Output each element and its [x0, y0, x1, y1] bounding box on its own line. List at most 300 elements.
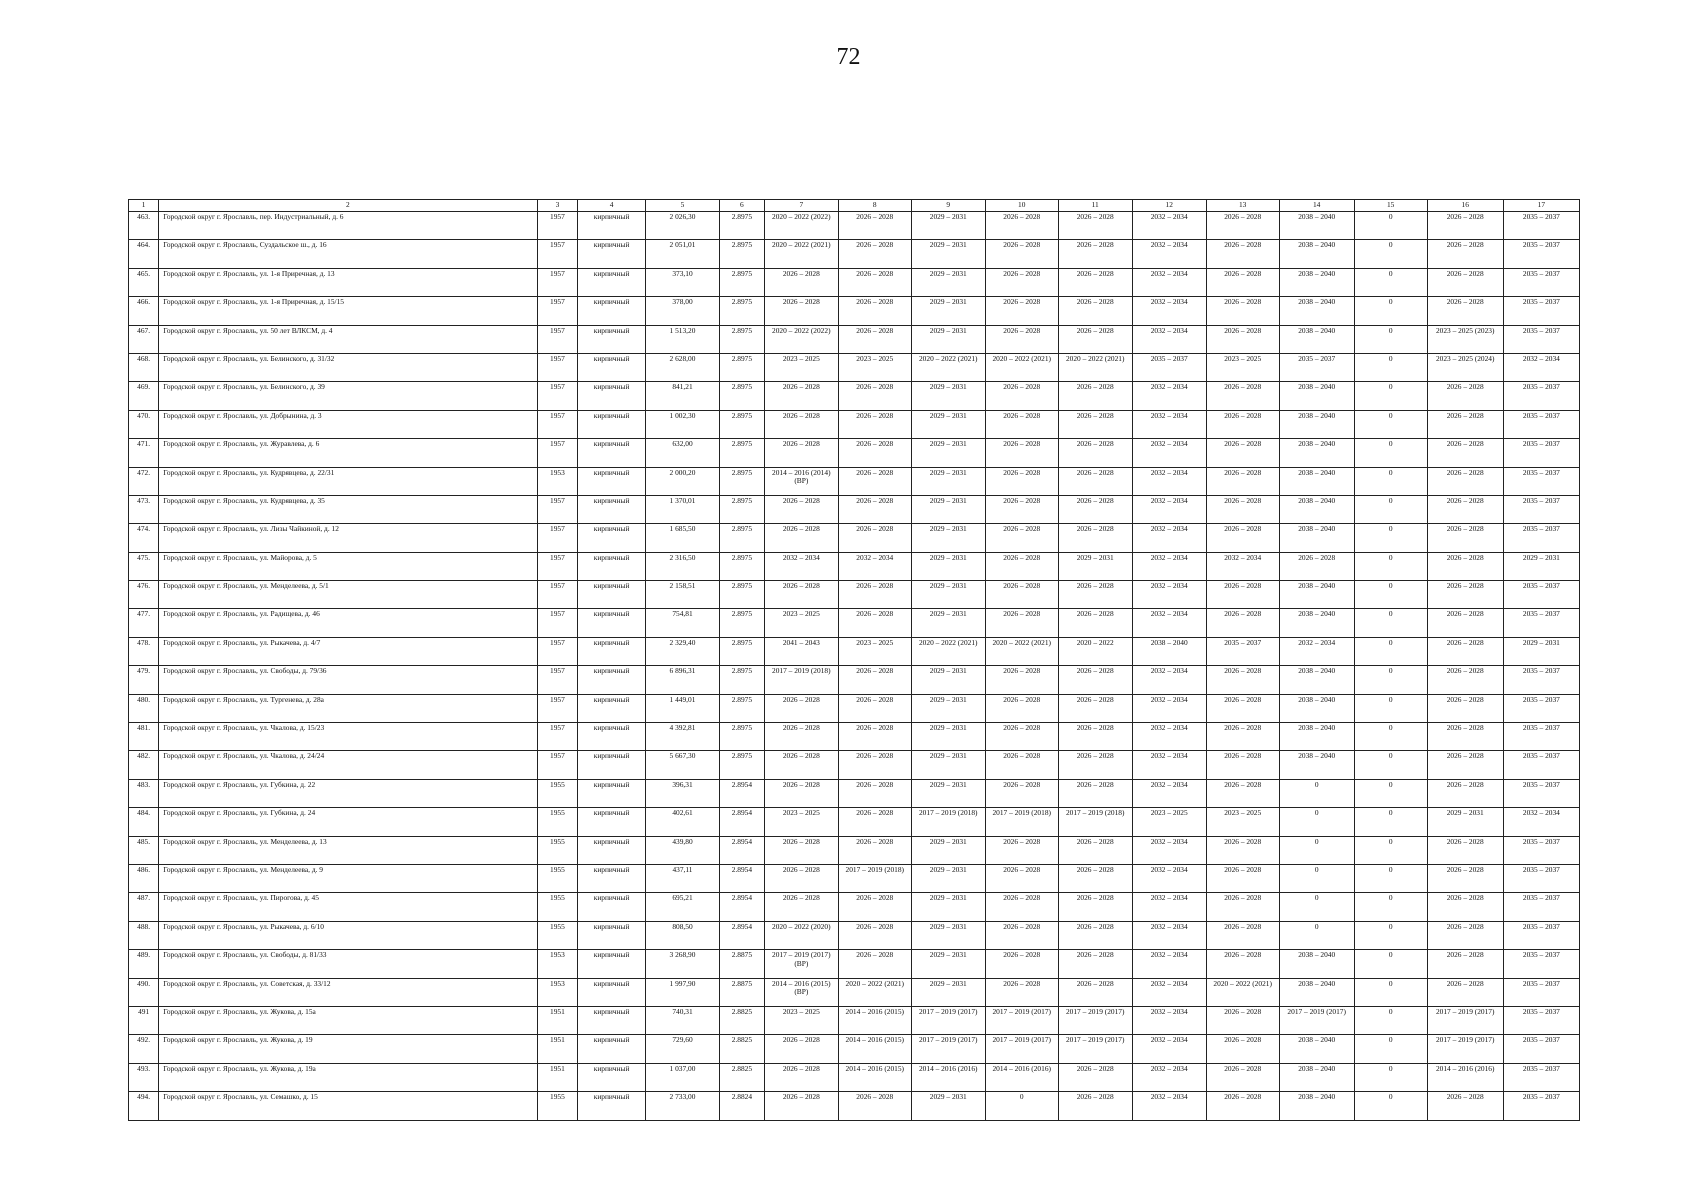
table-cell: 2032 – 2034 — [1132, 212, 1206, 240]
table-cell: 2035 – 2037 — [1503, 1035, 1579, 1063]
table-cell: 2026 – 2028 — [1427, 240, 1503, 268]
table-cell: 2035 – 2037 — [1503, 581, 1579, 609]
table-cell: 2032 – 2034 — [1132, 240, 1206, 268]
row-number-cell: 473. — [129, 495, 159, 523]
table-cell: 2023 – 2025 — [838, 353, 911, 381]
row-number-cell: 476. — [129, 581, 159, 609]
table-cell: 1955 — [537, 921, 578, 949]
table-row — [129, 581, 1580, 609]
table-cell: 2032 – 2034 — [1132, 723, 1206, 751]
table-cell: 2017 – 2019 (2017) — [1427, 1035, 1503, 1063]
table-cell: 1957 — [537, 297, 578, 325]
column-header: 1 — [129, 200, 159, 212]
table-cell: 2026 – 2028 — [985, 666, 1058, 694]
address-cell: Городской округ г. Ярославль, ул. Семашко, д. 15 — [159, 1092, 537, 1120]
table-cell: 2026 – 2028 — [838, 410, 911, 438]
table-cell: 2026 – 2028 — [1058, 723, 1132, 751]
table-cell: 2032 – 2034 — [1132, 1035, 1206, 1063]
table-cell: 729,60 — [645, 1035, 719, 1063]
table-cell: 2.8975 — [719, 439, 764, 467]
row-number-cell: 491 — [129, 1006, 159, 1034]
table-cell: 2032 – 2034 — [1132, 552, 1206, 580]
table-cell: 2035 – 2037 — [1503, 609, 1579, 637]
table-cell: 2017 – 2019 (2017) — [985, 1035, 1058, 1063]
table-cell: 2017 – 2019 (2017) — [911, 1035, 985, 1063]
table-cell: 2035 – 2037 — [1503, 779, 1579, 807]
row-number-cell: 487. — [129, 893, 159, 921]
table-cell: 0 — [1354, 467, 1427, 495]
table-cell: 4 392,81 — [645, 723, 719, 751]
table-cell: 1953 — [537, 467, 578, 495]
table-cell: 2026 – 2028 — [764, 893, 838, 921]
table-cell: 2038 – 2040 — [1279, 382, 1354, 410]
table-cell: 1957 — [537, 609, 578, 637]
table-cell: 2029 – 2031 — [911, 723, 985, 751]
table-row — [129, 609, 1580, 637]
table-cell: 2.8975 — [719, 240, 764, 268]
table-cell: 2026 – 2028 — [764, 581, 838, 609]
table-cell: 2026 – 2028 — [985, 751, 1058, 779]
table-cell: 1955 — [537, 808, 578, 836]
table-cell: 2017 – 2019 (2017) — [911, 1006, 985, 1034]
table-cell: 1957 — [537, 552, 578, 580]
address-cell: Городской округ г. Ярославль, ул. Белинского, д. 31/32 — [159, 353, 537, 381]
table-cell: 2023 – 2025 — [1206, 808, 1279, 836]
table-cell: кирпичный — [578, 893, 646, 921]
table-cell: кирпичный — [578, 1006, 646, 1034]
table-cell: 2.8975 — [719, 552, 764, 580]
address-cell: Городской округ г. Ярославль, ул. Белинского, д. 39 — [159, 382, 537, 410]
address-cell: Городской округ г. Ярославль, ул. Добрынина, д. 3 — [159, 410, 537, 438]
table-row — [129, 240, 1580, 268]
table-cell: 2026 – 2028 — [764, 410, 838, 438]
table-cell: 2032 – 2034 — [764, 552, 838, 580]
table-cell: 2035 – 2037 — [1503, 467, 1579, 495]
table-cell: 402,61 — [645, 808, 719, 836]
table-cell: 0 — [1354, 495, 1427, 523]
table-cell: кирпичный — [578, 524, 646, 552]
table-cell: 740,31 — [645, 1006, 719, 1034]
table-cell: 2035 – 2037 — [1503, 893, 1579, 921]
table-cell: 2038 – 2040 — [1279, 297, 1354, 325]
table-cell: 2014 – 2016 (2016) — [911, 1063, 985, 1091]
table-cell: 2038 – 2040 — [1132, 637, 1206, 665]
table-cell: 2026 – 2028 — [1206, 524, 1279, 552]
table-cell: 0 — [1279, 921, 1354, 949]
table-cell: 2038 – 2040 — [1279, 439, 1354, 467]
table-cell: 2032 – 2034 — [838, 552, 911, 580]
table-row — [129, 950, 1580, 978]
table-cell: 2035 – 2037 — [1503, 268, 1579, 296]
table-cell: 2026 – 2028 — [1058, 893, 1132, 921]
table-cell: 2029 – 2031 — [911, 297, 985, 325]
table-cell: 2038 – 2040 — [1279, 723, 1354, 751]
table-cell: 2038 – 2040 — [1279, 978, 1354, 1006]
table-cell: 2032 – 2034 — [1132, 921, 1206, 949]
address-cell: Городской округ г. Ярославль, ул. Рыкачева, д. 4/7 — [159, 637, 537, 665]
table-cell: 2017 – 2019 (2017) (ВР) — [764, 950, 838, 978]
table-cell: 2026 – 2028 — [1058, 1063, 1132, 1091]
table-cell: 0 — [1354, 410, 1427, 438]
table-cell: 2035 – 2037 — [1503, 950, 1579, 978]
table-cell: 2026 – 2028 — [1058, 921, 1132, 949]
table-cell: 2026 – 2028 — [764, 495, 838, 523]
capital-repair-schedule-table — [128, 199, 1580, 1121]
table-cell: 2029 – 2031 — [911, 439, 985, 467]
table-cell: 2026 – 2028 — [838, 382, 911, 410]
table-cell: 2035 – 2037 — [1503, 1063, 1579, 1091]
table-cell: 2032 – 2034 — [1503, 808, 1579, 836]
table-cell: 2032 – 2034 — [1132, 268, 1206, 296]
table-cell: 2026 – 2028 — [1206, 240, 1279, 268]
table-cell: 0 — [1354, 751, 1427, 779]
table-cell: 2035 – 2037 — [1503, 212, 1579, 240]
table-cell: 1 513,20 — [645, 325, 719, 353]
table-cell: 2026 – 2028 — [764, 694, 838, 722]
column-header: 2 — [159, 200, 537, 212]
table-cell: 2020 – 2022 (2021) — [764, 240, 838, 268]
table-cell: 2026 – 2028 — [838, 694, 911, 722]
table-cell: 2026 – 2028 — [985, 439, 1058, 467]
table-row — [129, 779, 1580, 807]
table-cell: 3 268,90 — [645, 950, 719, 978]
column-header: 8 — [838, 200, 911, 212]
table-cell: 2026 – 2028 — [985, 212, 1058, 240]
table-cell: 2 628,00 — [645, 353, 719, 381]
table-cell: 2035 – 2037 — [1503, 1006, 1579, 1034]
table-cell: 0 — [1354, 268, 1427, 296]
table-cell: 1957 — [537, 353, 578, 381]
table-row — [129, 382, 1580, 410]
table-cell: 2026 – 2028 — [838, 297, 911, 325]
table-cell: 1 002,30 — [645, 410, 719, 438]
table-cell: 2.8954 — [719, 779, 764, 807]
table-cell: 2026 – 2028 — [985, 609, 1058, 637]
address-cell: Городской округ г. Ярославль, ул. Губкина, д. 24 — [159, 808, 537, 836]
table-cell: 2026 – 2028 — [1058, 950, 1132, 978]
table-cell: 2026 – 2028 — [838, 836, 911, 864]
address-cell: Городской округ г. Ярославль, ул. Менделеева, д. 9 — [159, 864, 537, 892]
table-cell: 695,21 — [645, 893, 719, 921]
table-cell: 2014 – 2016 (2015) — [838, 1035, 911, 1063]
table-row — [129, 353, 1580, 381]
table-cell: 1951 — [537, 1006, 578, 1034]
table-cell: 2026 – 2028 — [1206, 297, 1279, 325]
address-cell: Городской округ г. Ярославль, пер. Индустриальный, д. 6 — [159, 212, 537, 240]
table-cell: 2017 – 2019 (2017) — [985, 1006, 1058, 1034]
address-cell: Городской округ г. Ярославль, ул. Рыкачева, д. 6/10 — [159, 921, 537, 949]
table-row — [129, 723, 1580, 751]
table-cell: кирпичный — [578, 581, 646, 609]
table-cell: 2026 – 2028 — [985, 524, 1058, 552]
table-cell: 1957 — [537, 666, 578, 694]
table-cell: 2026 – 2028 — [985, 410, 1058, 438]
page-number: 72 — [836, 44, 861, 70]
table-cell: 2029 – 2031 — [911, 240, 985, 268]
table-cell: 2026 – 2028 — [1206, 609, 1279, 637]
table-cell: 2026 – 2028 — [838, 779, 911, 807]
table-cell: 2026 – 2028 — [1206, 950, 1279, 978]
address-cell: Городской округ г. Ярославль, ул. Жукова, д. 15а — [159, 1006, 537, 1034]
address-cell: Городской округ г. Ярославль, ул. Тургенева, д. 28а — [159, 694, 537, 722]
table-cell: 2 316,50 — [645, 552, 719, 580]
table-cell: 2032 – 2034 — [1132, 297, 1206, 325]
table-row — [129, 297, 1580, 325]
table-cell: 1953 — [537, 978, 578, 1006]
table-cell: 2026 – 2028 — [985, 921, 1058, 949]
table-cell: 2029 – 2031 — [911, 1092, 985, 1120]
table-cell: кирпичный — [578, 495, 646, 523]
table-cell: 2029 – 2031 — [1058, 552, 1132, 580]
table-cell: кирпичный — [578, 751, 646, 779]
table-cell: 2 000,20 — [645, 467, 719, 495]
row-number-cell: 484. — [129, 808, 159, 836]
table-cell: 0 — [1279, 779, 1354, 807]
table-cell: 2026 – 2028 — [1427, 950, 1503, 978]
table-cell: 1955 — [537, 1092, 578, 1120]
table-row — [129, 751, 1580, 779]
table-cell: 0 — [1354, 240, 1427, 268]
column-header: 12 — [1132, 200, 1206, 212]
table-cell: 2026 – 2028 — [838, 723, 911, 751]
table-cell: 2017 – 2019 (2018) — [985, 808, 1058, 836]
table-cell: 396,31 — [645, 779, 719, 807]
table-cell: 1957 — [537, 212, 578, 240]
table-cell: 0 — [1354, 779, 1427, 807]
table-cell: 373,10 — [645, 268, 719, 296]
table-cell: 2038 – 2040 — [1279, 524, 1354, 552]
table-cell: 2026 – 2028 — [985, 723, 1058, 751]
table-cell: 0 — [1354, 353, 1427, 381]
table-cell: 0 — [1279, 864, 1354, 892]
table-cell: 2032 – 2034 — [1132, 893, 1206, 921]
table-cell: 2.8975 — [719, 467, 764, 495]
table-cell: 5 667,30 — [645, 751, 719, 779]
table-cell: 2038 – 2040 — [1279, 212, 1354, 240]
table-cell: 2026 – 2028 — [838, 439, 911, 467]
table-cell: 2026 – 2028 — [764, 524, 838, 552]
table-cell: 2.8825 — [719, 1063, 764, 1091]
row-number-cell: 466. — [129, 297, 159, 325]
table-cell: кирпичный — [578, 439, 646, 467]
table-cell: 2026 – 2028 — [1206, 410, 1279, 438]
table-cell: 2032 – 2034 — [1132, 495, 1206, 523]
table-cell: 2029 – 2031 — [911, 950, 985, 978]
table-cell: 0 — [985, 1092, 1058, 1120]
table-cell: 2032 – 2034 — [1132, 751, 1206, 779]
column-header: 6 — [719, 200, 764, 212]
table-cell: 2026 – 2028 — [764, 836, 838, 864]
table-cell: 2032 – 2034 — [1132, 581, 1206, 609]
table-cell: кирпичный — [578, 268, 646, 296]
table-cell: 2026 – 2028 — [1206, 1063, 1279, 1091]
table-cell: кирпичный — [578, 467, 646, 495]
table-cell: 2026 – 2028 — [1206, 779, 1279, 807]
table-row — [129, 836, 1580, 864]
table-cell: 1957 — [537, 723, 578, 751]
table-cell: 2026 – 2028 — [985, 950, 1058, 978]
table-cell: 2026 – 2028 — [1206, 325, 1279, 353]
table-cell: 2038 – 2040 — [1279, 609, 1354, 637]
table-cell: 2023 – 2025 — [764, 353, 838, 381]
table-cell: 0 — [1279, 808, 1354, 836]
table-row — [129, 439, 1580, 467]
table-row — [129, 637, 1580, 665]
table-cell: кирпичный — [578, 1063, 646, 1091]
table-row — [129, 694, 1580, 722]
row-number-cell: 489. — [129, 950, 159, 978]
table-cell: кирпичный — [578, 240, 646, 268]
table-cell: 2032 – 2034 — [1132, 978, 1206, 1006]
table-cell: 1957 — [537, 751, 578, 779]
table-cell: 2.8975 — [719, 723, 764, 751]
table-cell: 2026 – 2028 — [1427, 893, 1503, 921]
table-cell: 2032 – 2034 — [1132, 524, 1206, 552]
table-cell: 2026 – 2028 — [1058, 609, 1132, 637]
table-cell: 2026 – 2028 — [1206, 495, 1279, 523]
table-cell: 2.8875 — [719, 978, 764, 1006]
table-cell: 2026 – 2028 — [1206, 893, 1279, 921]
table-row — [129, 666, 1580, 694]
table-cell: 2026 – 2028 — [764, 297, 838, 325]
table-cell: кирпичный — [578, 353, 646, 381]
address-cell: Городской округ г. Ярославль, ул. Чкалова, д. 15/23 — [159, 723, 537, 751]
table-cell: 2032 – 2034 — [1132, 325, 1206, 353]
table-cell: 1957 — [537, 524, 578, 552]
table-cell: 2.8975 — [719, 353, 764, 381]
table-cell: 2026 – 2028 — [1206, 467, 1279, 495]
table-cell: 2017 – 2019 (2017) — [1058, 1035, 1132, 1063]
table-row — [129, 495, 1580, 523]
table-cell: 2032 – 2034 — [1279, 637, 1354, 665]
table-cell: 2020 – 2022 (2021) — [1206, 978, 1279, 1006]
table-cell: 2029 – 2031 — [911, 864, 985, 892]
address-cell: Городской округ г. Ярославль, ул. Жукова, д. 19 — [159, 1035, 537, 1063]
table-cell: 2.8975 — [719, 268, 764, 296]
table-cell: 1957 — [537, 694, 578, 722]
table-cell: 2029 – 2031 — [911, 467, 985, 495]
table-cell: 2026 – 2028 — [1427, 552, 1503, 580]
table-cell: 2.8975 — [719, 297, 764, 325]
table-cell: 1957 — [537, 581, 578, 609]
row-number-cell: 471. — [129, 439, 159, 467]
table-cell: 2035 – 2037 — [1503, 410, 1579, 438]
row-number-cell: 494. — [129, 1092, 159, 1120]
table-cell: 2.8954 — [719, 808, 764, 836]
column-header: 13 — [1206, 200, 1279, 212]
table-cell: 1951 — [537, 1063, 578, 1091]
table-cell: 0 — [1354, 808, 1427, 836]
table-cell: 1955 — [537, 893, 578, 921]
table-cell: 0 — [1354, 1035, 1427, 1063]
table-cell: 2029 – 2031 — [911, 609, 985, 637]
table-cell: 2026 – 2028 — [1206, 1035, 1279, 1063]
column-header: 17 — [1503, 200, 1579, 212]
table-cell: 2026 – 2028 — [1206, 864, 1279, 892]
table-cell: 2032 – 2034 — [1132, 609, 1206, 637]
table-cell: 2026 – 2028 — [1058, 666, 1132, 694]
table-cell: 2032 – 2034 — [1132, 666, 1206, 694]
table-cell: 2026 – 2028 — [1427, 297, 1503, 325]
table-cell: 2026 – 2028 — [1206, 581, 1279, 609]
table-cell: 1951 — [537, 1035, 578, 1063]
table-cell: 1955 — [537, 836, 578, 864]
table-cell: 2029 – 2031 — [1427, 808, 1503, 836]
table-cell: 2026 – 2028 — [838, 524, 911, 552]
table-cell: 2026 – 2028 — [985, 268, 1058, 296]
table-cell: 2026 – 2028 — [838, 325, 911, 353]
table-cell: 0 — [1354, 921, 1427, 949]
table-header — [129, 200, 1580, 212]
table-cell: 2029 – 2031 — [911, 410, 985, 438]
table-cell: 2023 – 2025 — [764, 609, 838, 637]
table-cell: 2035 – 2037 — [1503, 495, 1579, 523]
table-row — [129, 1063, 1580, 1091]
table-cell: 0 — [1354, 325, 1427, 353]
table-row — [129, 410, 1580, 438]
table-cell: 2035 – 2037 — [1279, 353, 1354, 381]
row-number-cell: 483. — [129, 779, 159, 807]
table-cell: 2017 – 2019 (2018) — [764, 666, 838, 694]
table-cell: 2035 – 2037 — [1503, 297, 1579, 325]
table-cell: кирпичный — [578, 325, 646, 353]
table-row — [129, 864, 1580, 892]
table-cell: 0 — [1354, 1063, 1427, 1091]
table-cell: 2026 – 2028 — [1206, 921, 1279, 949]
table-cell: 2038 – 2040 — [1279, 410, 1354, 438]
table-cell: 2026 – 2028 — [985, 864, 1058, 892]
table-cell: 1957 — [537, 382, 578, 410]
table-cell: 2 051,01 — [645, 240, 719, 268]
table-cell: 2026 – 2028 — [1427, 410, 1503, 438]
table-cell: 2.8975 — [719, 581, 764, 609]
table-cell: 2029 – 2031 — [911, 751, 985, 779]
table-cell: 0 — [1354, 212, 1427, 240]
table-cell: 2035 – 2037 — [1503, 723, 1579, 751]
table-cell: 2026 – 2028 — [838, 495, 911, 523]
table-cell: 2026 – 2028 — [1058, 325, 1132, 353]
table-cell: 2035 – 2037 — [1503, 439, 1579, 467]
table-cell: 2020 – 2022 (2021) — [911, 637, 985, 665]
table-cell: 2029 – 2031 — [1503, 552, 1579, 580]
table-cell: 2032 – 2034 — [1132, 779, 1206, 807]
table-cell: 2038 – 2040 — [1279, 694, 1354, 722]
table-cell: 2026 – 2028 — [1206, 666, 1279, 694]
table-cell: 0 — [1354, 297, 1427, 325]
table-cell: 2017 – 2019 (2017) — [1058, 1006, 1132, 1034]
table-cell: 2026 – 2028 — [1427, 609, 1503, 637]
table-cell: 2026 – 2028 — [1427, 382, 1503, 410]
row-number-cell: 482. — [129, 751, 159, 779]
table-cell: кирпичный — [578, 836, 646, 864]
table-cell: кирпичный — [578, 864, 646, 892]
table-cell: 2026 – 2028 — [838, 1092, 911, 1120]
table-cell: 2026 – 2028 — [838, 666, 911, 694]
table-cell: 2026 – 2028 — [764, 864, 838, 892]
table-cell: 2029 – 2031 — [911, 694, 985, 722]
table-cell: 2032 – 2034 — [1132, 694, 1206, 722]
table-cell: 2026 – 2028 — [985, 382, 1058, 410]
row-number-cell: 470. — [129, 410, 159, 438]
table-cell: 2038 – 2040 — [1279, 240, 1354, 268]
table-cell: 1955 — [537, 864, 578, 892]
table-cell: 2026 – 2028 — [1058, 581, 1132, 609]
table-cell: 2029 – 2031 — [911, 921, 985, 949]
table-cell: 2035 – 2037 — [1503, 751, 1579, 779]
table-cell: 2032 – 2034 — [1206, 552, 1279, 580]
table-cell: 2026 – 2028 — [1058, 524, 1132, 552]
table-cell: 2.8975 — [719, 694, 764, 722]
